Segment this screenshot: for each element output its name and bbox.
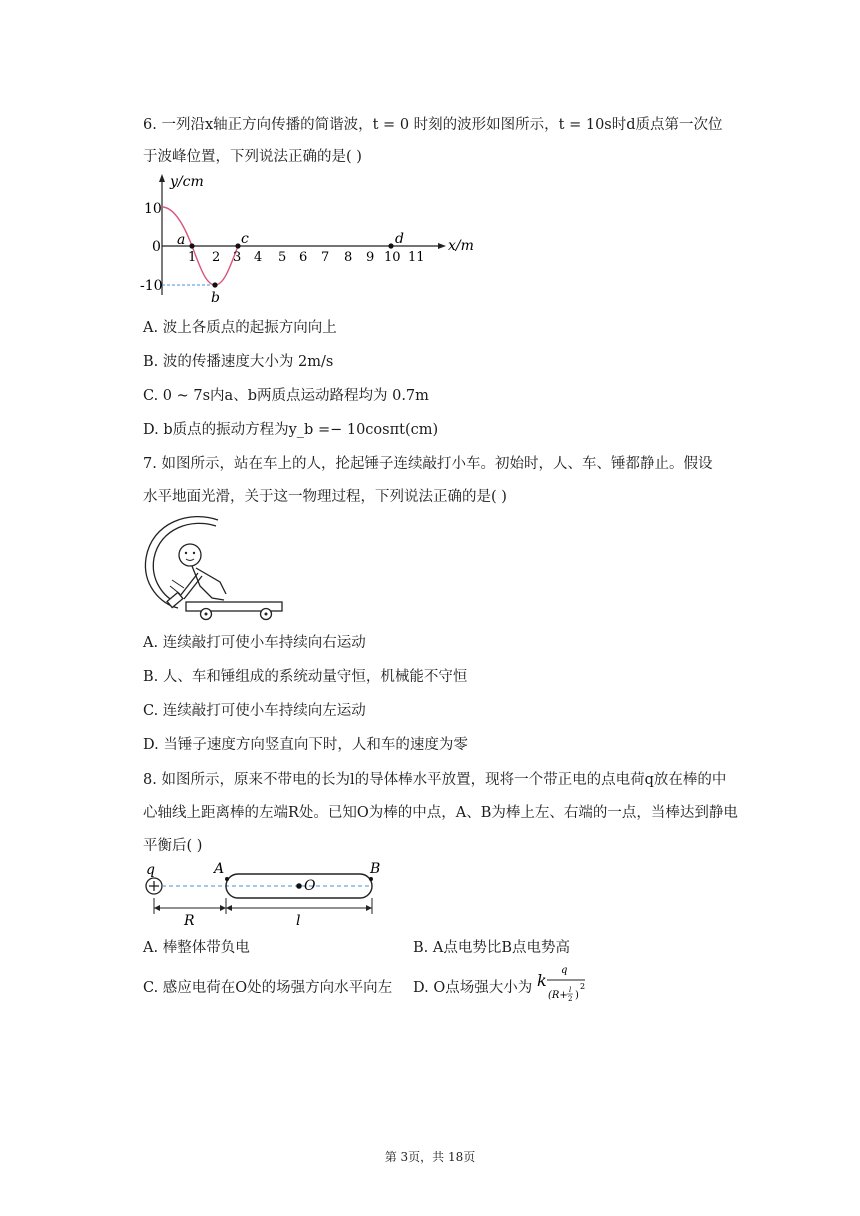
- point-B-label: B: [370, 861, 381, 877]
- q7-hammer-cart-figure: [140, 508, 290, 623]
- point-d-label: d: [395, 231, 404, 247]
- x-axis-label: x/m: [448, 238, 474, 254]
- q8-option-d-formula: [535, 962, 595, 1006]
- x-tick-2: 2: [212, 250, 221, 265]
- q6-wave-figure: [140, 170, 480, 305]
- q6-option-b[interactable]: B. 波的传播速度大小为 2m/s: [143, 354, 334, 370]
- q8-rod-charge-figure: [140, 860, 390, 930]
- q8-stem-line1: 8. 如图所示，原来不带电的长为l的导体棒水平放置，现将一个带正电的点电荷q放在棒的中: [143, 772, 727, 788]
- x-tick-8: 8: [344, 250, 353, 265]
- x-tick-1: 1: [188, 250, 197, 265]
- x-tick-9: 9: [366, 250, 375, 265]
- q7-stem-line1: 7. 如图所示，站在车上的人，抡起锤子连续敲打小车。初始时，人、车、锤都静止。假设: [143, 456, 713, 472]
- point-c-label: c: [241, 231, 249, 247]
- x-tick-4: 4: [254, 250, 263, 265]
- x-tick-7: 7: [321, 250, 330, 265]
- formula-half-den: 2: [568, 995, 573, 1003]
- distance-R-label: R: [184, 913, 195, 929]
- q7-stem-line2: 水平地面光滑，关于这一物理过程，下列说法正确的是( ): [143, 489, 507, 505]
- x-tick-10: 10: [384, 250, 401, 265]
- q8-stem-line3: 平衡后( ): [143, 838, 203, 854]
- q8-option-b[interactable]: B. A点电势比B点电势高: [413, 940, 570, 956]
- q6-stem-line2: 于波峰位置，下列说法正确的是( ): [143, 149, 362, 165]
- y-tick-neg10: -10: [140, 278, 163, 294]
- q8-option-d[interactable]: [413, 976, 532, 997]
- q8-option-a[interactable]: A. 棒整体带负电: [143, 940, 250, 956]
- q6-option-d[interactable]: D. b质点的振动方程为y_b =− 10cosπt(cm): [143, 422, 439, 438]
- page-footer: 第 3页，共 18页: [384, 1150, 476, 1164]
- formula-half-num: l: [569, 986, 572, 994]
- q6-option-c[interactable]: C. 0 ~ 7s内a、b两质点运动路程均为 0.7m: [143, 388, 429, 404]
- x-tick-3: 3: [233, 250, 242, 265]
- formula-k: k: [537, 971, 547, 990]
- x-tick-5: 5: [278, 250, 287, 265]
- point-A-label: A: [214, 861, 225, 877]
- point-O-label: O: [304, 878, 316, 894]
- x-tick-6: 6: [299, 250, 308, 265]
- charge-q-label: q: [146, 862, 155, 878]
- x-tick-11: 11: [408, 250, 425, 265]
- formula-exponent: 2: [580, 982, 586, 991]
- formula-numerator: q: [561, 965, 568, 976]
- q7-option-b[interactable]: B. 人、车和锤组成的系统动量守恒，机械能不守恒: [143, 669, 468, 685]
- formula-close-paren: ): [575, 990, 579, 1001]
- y-tick-0: 0: [152, 239, 161, 255]
- q6-option-a[interactable]: A. 波上各质点的起振方向向上: [143, 320, 337, 336]
- q7-option-c[interactable]: C. 连续敲打可使小车持续向左运动: [143, 703, 366, 719]
- point-b-label: b: [211, 290, 220, 305]
- point-a-label: a: [177, 232, 186, 248]
- y-axis-label: y/cm: [170, 174, 204, 190]
- q6-stem-line1: 6. 一列沿x轴正方向传播的简谐波，t = 0 时刻的波形如图所示，t = 10s时d质点第一次位: [143, 117, 723, 133]
- q8-option-d-text: D. O点场强大小为: [413, 980, 533, 996]
- q8-option-c[interactable]: C. 感应电荷在O处的场强方向水平向左: [143, 980, 393, 996]
- y-tick-10: 10: [144, 201, 162, 217]
- q7-option-a[interactable]: A. 连续敲打可使小车持续向右运动: [143, 635, 366, 651]
- q8-stem-line2: 心轴线上距离棒的左端R处。已知O为棒的中点，A、B为棒上左、右端的一点，当棒达到静电: [143, 805, 738, 821]
- length-l-label: l: [296, 913, 301, 929]
- q7-option-d[interactable]: D. 当锤子速度方向竖直向下时，人和车的速度为零: [143, 737, 468, 753]
- formula-denominator: (R+: [548, 990, 568, 1001]
